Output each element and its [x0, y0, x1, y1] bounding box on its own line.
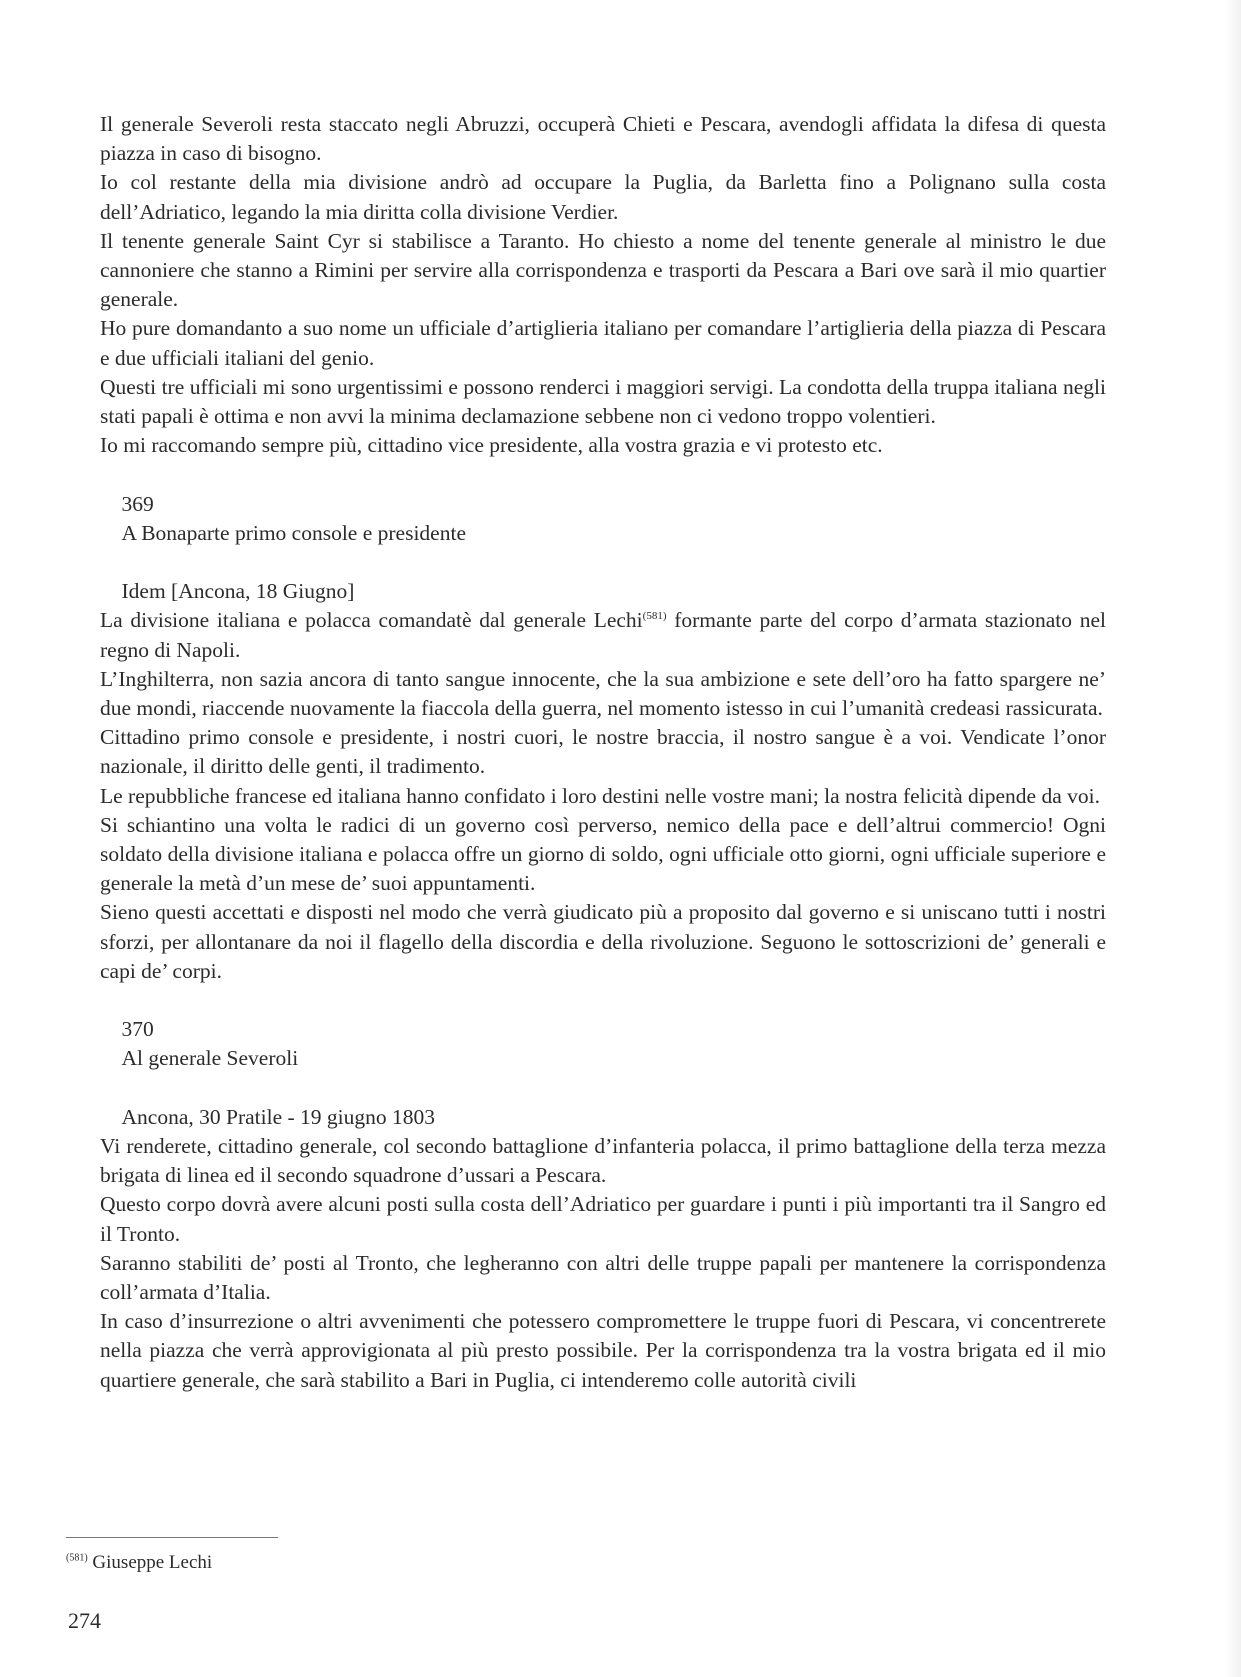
spacer [100, 548, 1106, 577]
letter-date-line: Idem [Ancona, 18 Giugno] [121, 579, 355, 604]
footnote-divider [66, 1537, 278, 1538]
page-edge-shadow [1225, 0, 1241, 1677]
paragraph: Si schiantino una volta le radici di un governo così perverso, nemico della pace e dell’altrui commercio! Ogni soldato della divisione italiana e polacca offre un giorno di soldo, ogni ufficiale otto giorni, ogni ufficiale superiore e generale la metà d’un mese de’ suoi appuntamenti. [100, 812, 1106, 896]
paragraph [100, 606, 1106, 664]
spacer [100, 1074, 1106, 1103]
paragraph: Le repubbliche francese ed italiana hanno confidato i loro destini nelle vostre mani; la nostra felicità dipende da voi. [100, 783, 1100, 808]
letter-recipient: A Bonaparte primo console e presidente [121, 520, 466, 545]
paragraph: Cittadino primo console e presidente, i nostri cuori, le nostre braccia, il nostro sangue è a voi. Vendicate l’onor nazionale, il diritto delle genti, il tradimento. [100, 725, 1106, 779]
page-number: 274 [68, 1608, 101, 1633]
paragraph: Il generale Severoli resta staccato negli Abruzzi, occuperà Chieti e Pescara, avendogli affidata la difesa di questa piazza in caso di bisogno. [100, 112, 1106, 166]
letter-number: 369 [121, 491, 154, 516]
paragraph: Saranno stabiliti de’ posti al Tronto, che legheranno con altri delle truppe papali per mantenere la corrispondenza coll’armata d’Italia. [100, 1250, 1106, 1305]
main-text-block [100, 110, 1106, 1395]
paragraph: Questo corpo dovrà avere alcuni posti sulla costa dell’Adriatico per guardare i punti i più importanti tra il Sangro ed il Tronto. [100, 1192, 1106, 1246]
footnote [66, 1551, 212, 1575]
spacer [100, 460, 1106, 489]
footnote-reference: (581) [642, 610, 667, 623]
paragraph: Vi renderete, cittadino generale, col secondo battaglione d’infanteria polacca, il primo battaglione della terza mezza brigata di linea ed il secondo squadrone d’ussari a Pescara. [100, 1134, 1106, 1188]
paragraph: Questi tre ufficiali mi sono urgentissimi e possono renderci i maggiori servigi. La condotta della truppa italiana negli stati papali è ottima e non avvi la minima declamazione sebbene non ci vedono troppo volentieri. [100, 374, 1106, 429]
letter-recipient: Al generale Severoli [121, 1046, 299, 1071]
footnote-text: Giuseppe Lechi [87, 1552, 213, 1573]
paragraph: In caso d’insurrezione o altri avvenimenti che potessero compromettere le truppe fuori di Pescara, vi concentrerete nella piazza che verrà approvigionata al più presto possibile. Per la corrispondenza tra la vostra brigata ed il mio quartiere generale, che sarà stabilito a Bari in Puglia, ci intenderemo colle autorità civili [100, 1309, 1106, 1392]
paragraph: Ho pure domandanto a suo nome un ufficiale d’artiglieria italiano per comandare l’artiglieria della piazza di Pescara e due ufficiali italiani del genio. [100, 316, 1106, 370]
paragraph: Sieno questi accettati e disposti nel modo che verrà giudicato più a proposito dal governo e si uniscano tutti i nostri sforzi, per allontanare da noi il flagello della discordia e della rivoluzione. Seguono le sottoscrizioni de’ generali e capi de’ corpi. [100, 900, 1106, 983]
paragraph: L’Inghilterra, non sazia ancora di tanto sangue innocente, che la sua ambizione e sete dell’oro ha fatto spargere ne’ due mondi, riaccende nuovamente la fiaccola della guerra, nel momento istesso in cui l’umanità credeasi rassicurata. [100, 666, 1106, 721]
paragraph: Io mi raccomando sempre più, cittadino vice presidente, alla vostra grazia e vi protesto etc. [100, 433, 883, 458]
footnote-mark: (581) [66, 1552, 88, 1564]
paragraph-text: La divisione italiana e polacca comandatè dal generale Lechi [100, 608, 643, 633]
paragraph-text: formante parte del corpo d’armata stazionato nel regno di Napoli. [100, 608, 1106, 662]
letter-number: 370 [121, 1017, 154, 1042]
letter-date-line: Ancona, 30 Pratile - 19 giugno 1803 [121, 1104, 435, 1129]
spacer [100, 986, 1106, 1015]
paragraph: Il tenente generale Saint Cyr si stabilisce a Taranto. Ho chiesto a nome del tenente generale al ministro le due cannoniere che stanno a Rimini per servire alla corrispondenza e trasporti da Pescara a Bari ove sarà il mio quartier generale. [100, 228, 1106, 312]
paragraph: Io col restante della mia divisione andrò ad occupare la Puglia, da Barletta fino a Polignano sulla costa dell’Adriatico, legando la mia diritta colla divisione Verdier. [100, 170, 1106, 224]
